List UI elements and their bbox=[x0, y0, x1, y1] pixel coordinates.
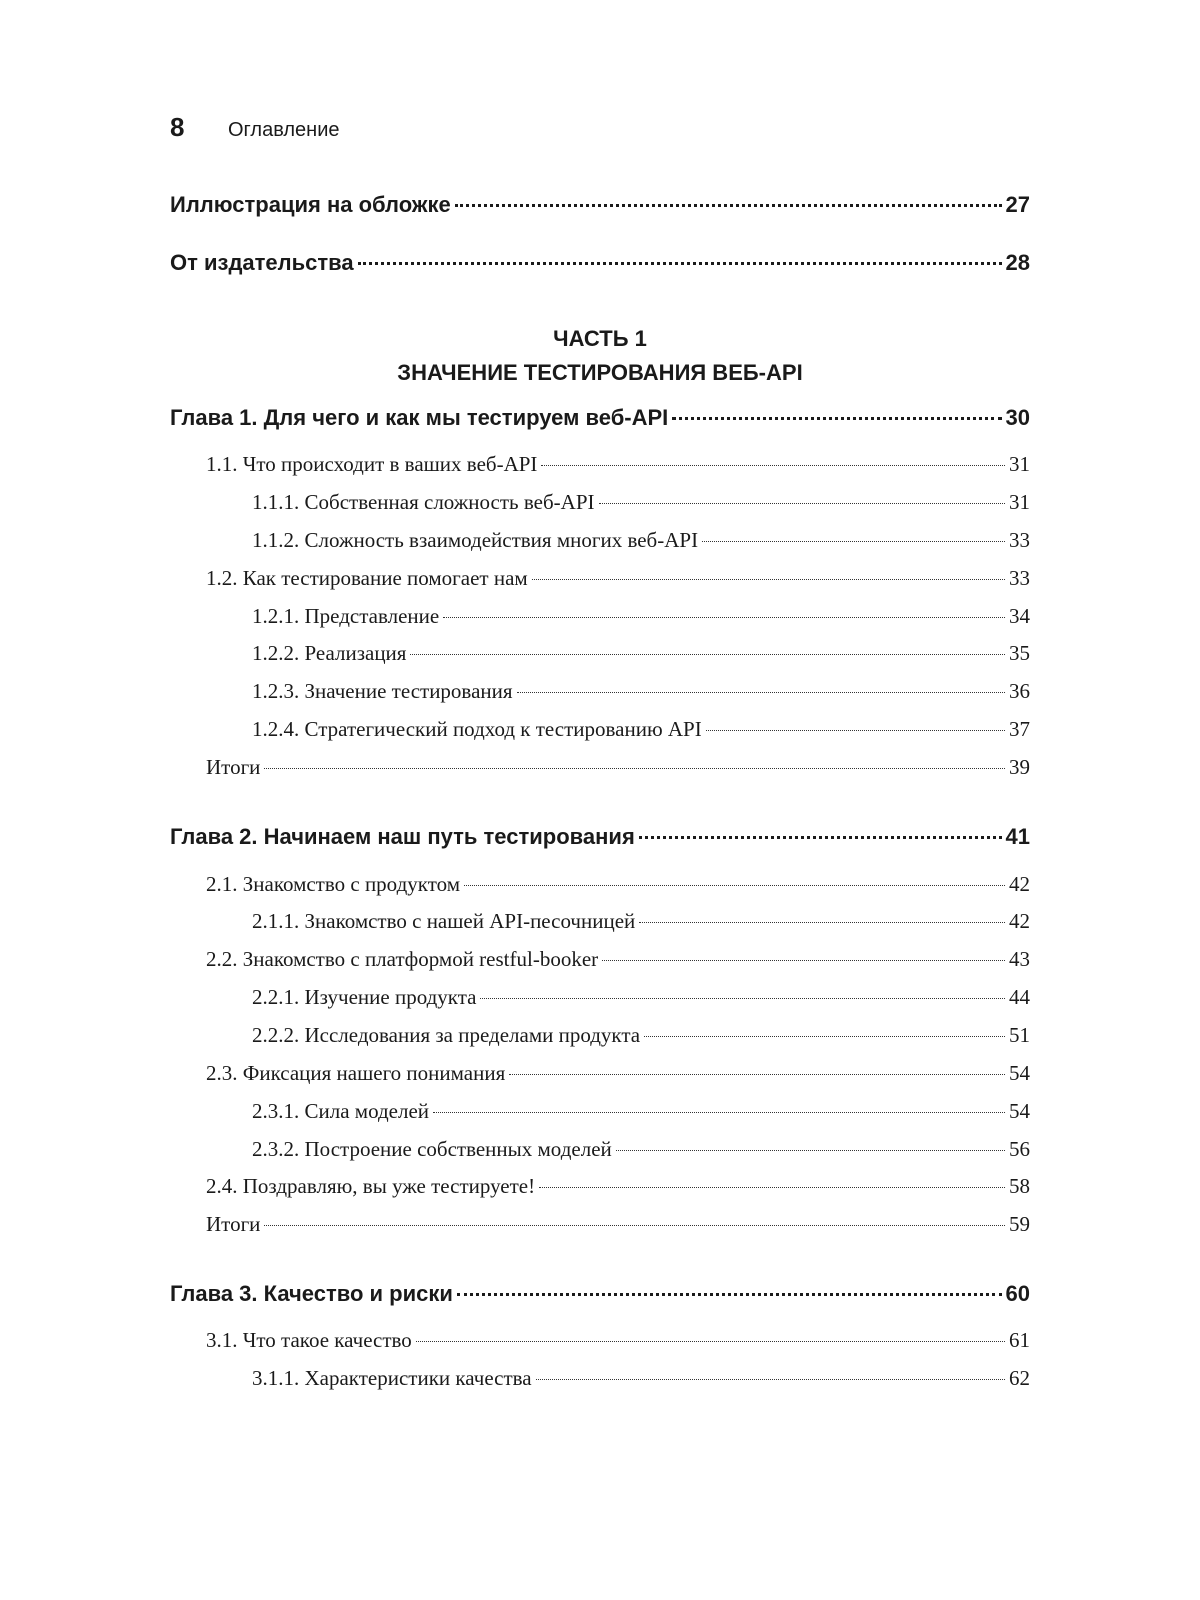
toc-page: 36 bbox=[1009, 679, 1030, 703]
toc-chapter[interactable] bbox=[170, 405, 1030, 431]
toc-label: 2.2. Знакомство с платформой restful-booker bbox=[206, 947, 599, 971]
toc-label: 2.3.2. Построение собственных моделей bbox=[252, 1137, 612, 1161]
toc-label: 3.1.1. Характеристики качества bbox=[252, 1366, 532, 1390]
chapter-title: Глава 1. Для чего и как мы тестируем веб-API bbox=[170, 405, 669, 430]
toc-subsection[interactable] bbox=[170, 604, 1030, 629]
toc-label: 1.1. Что происходит в ваших веб-API bbox=[206, 452, 538, 476]
toc-label: 1.2.4. Стратегический подход к тестированию API bbox=[252, 717, 702, 741]
dot-leader bbox=[480, 998, 1005, 999]
part-heading bbox=[170, 322, 1030, 390]
dot-leader bbox=[509, 1074, 1005, 1075]
toc-label: 2.1.1. Знакомство с нашей API-песочницей bbox=[252, 909, 636, 933]
toc-label: 2.3. Фиксация нашего понимания bbox=[206, 1061, 506, 1085]
toc-page: 58 bbox=[1009, 1174, 1030, 1198]
toc-label: 1.2.2. Реализация bbox=[252, 641, 407, 665]
dot-leader bbox=[644, 1036, 1005, 1037]
toc-label: Итоги bbox=[206, 1212, 261, 1236]
toc-subsection[interactable] bbox=[170, 679, 1030, 704]
dot-leader bbox=[702, 541, 1005, 542]
dot-leader bbox=[672, 417, 1001, 420]
dot-leader bbox=[541, 465, 1005, 466]
toc-section[interactable] bbox=[170, 566, 1030, 591]
toc-label: 1.2.3. Значение тестирования bbox=[252, 679, 513, 703]
toc-page: 42 bbox=[1009, 872, 1030, 896]
toc-page: 33 bbox=[1009, 566, 1030, 590]
dot-leader bbox=[433, 1112, 1005, 1113]
dot-leader bbox=[539, 1187, 1005, 1188]
toc-page: 54 bbox=[1009, 1061, 1030, 1085]
toc-section[interactable] bbox=[170, 1328, 1030, 1353]
dot-leader bbox=[616, 1150, 1005, 1151]
chapter-page: 41 bbox=[1005, 824, 1030, 849]
dot-leader bbox=[517, 692, 1005, 693]
toc-front-entry[interactable] bbox=[170, 192, 1030, 218]
toc-page: 43 bbox=[1009, 947, 1030, 971]
toc-subsection[interactable] bbox=[170, 1137, 1030, 1162]
toc-label: 1.1.2. Сложность взаимодействия многих веб-API bbox=[252, 528, 699, 552]
toc-page: 37 bbox=[1009, 717, 1030, 741]
toc-page: 39 bbox=[1009, 755, 1030, 779]
dot-leader bbox=[455, 204, 1002, 207]
toc-label: 2.3.1. Сила моделей bbox=[252, 1099, 430, 1123]
toc-summary[interactable] bbox=[170, 1212, 1030, 1237]
toc-page: 35 bbox=[1009, 641, 1030, 665]
dot-leader bbox=[532, 579, 1005, 580]
running-title: Оглавление bbox=[228, 119, 340, 141]
toc-page: 31 bbox=[1009, 452, 1030, 476]
toc-subsection[interactable] bbox=[170, 1023, 1030, 1048]
toc-subsection[interactable] bbox=[170, 490, 1030, 515]
chapter-page: 30 bbox=[1005, 405, 1030, 430]
dot-leader bbox=[358, 262, 1002, 265]
toc-subsection[interactable] bbox=[170, 1366, 1030, 1391]
dot-leader bbox=[706, 730, 1005, 731]
dot-leader bbox=[639, 922, 1005, 923]
toc-subsection[interactable] bbox=[170, 528, 1030, 553]
toc-page: 51 bbox=[1009, 1023, 1030, 1047]
toc-summary[interactable] bbox=[170, 755, 1030, 780]
toc-page: 54 bbox=[1009, 1099, 1030, 1123]
dot-leader bbox=[639, 836, 1002, 839]
toc-subsection[interactable] bbox=[170, 641, 1030, 666]
dot-leader bbox=[599, 503, 1005, 504]
toc-page: 31 bbox=[1009, 490, 1030, 514]
dot-leader bbox=[464, 885, 1005, 886]
toc-section[interactable] bbox=[170, 872, 1030, 897]
toc-page: 42 bbox=[1009, 909, 1030, 933]
toc-label: 3.1. Что такое качество bbox=[206, 1328, 412, 1352]
toc-subsection[interactable] bbox=[170, 985, 1030, 1010]
toc-page: 62 bbox=[1009, 1366, 1030, 1390]
toc-page: 33 bbox=[1009, 528, 1030, 552]
dot-leader bbox=[410, 654, 1005, 655]
toc-page: 61 bbox=[1009, 1328, 1030, 1352]
toc-subsection[interactable] bbox=[170, 1099, 1030, 1124]
chapter-page: 60 bbox=[1005, 1281, 1030, 1306]
part-title: ЗНАЧЕНИЕ ТЕСТИРОВАНИЯ ВЕБ-API bbox=[397, 360, 803, 385]
toc-chapter[interactable] bbox=[170, 1281, 1030, 1307]
toc-page: 56 bbox=[1009, 1137, 1030, 1161]
toc-page: 27 bbox=[1005, 192, 1030, 217]
toc-subsection[interactable] bbox=[170, 717, 1030, 742]
toc-label: От издательства bbox=[170, 250, 354, 275]
toc-label: 2.2.2. Исследования за пределами продукта bbox=[252, 1023, 641, 1047]
dot-leader bbox=[457, 1293, 1002, 1296]
toc-page: 44 bbox=[1009, 985, 1030, 1009]
toc-page: 34 bbox=[1009, 604, 1030, 628]
toc-section[interactable] bbox=[170, 1174, 1030, 1199]
dot-leader bbox=[416, 1341, 1005, 1342]
toc-subsection[interactable] bbox=[170, 909, 1030, 934]
toc-label: 1.2. Как тестирование помогает нам bbox=[206, 566, 528, 590]
toc-label: Иллюстрация на обложке bbox=[170, 192, 451, 217]
toc-page: 28 bbox=[1005, 250, 1030, 275]
part-number: ЧАСТЬ 1 bbox=[553, 326, 647, 351]
toc-section[interactable] bbox=[170, 452, 1030, 477]
dot-leader bbox=[536, 1379, 1005, 1380]
dot-leader bbox=[443, 617, 1005, 618]
toc-front-entry[interactable] bbox=[170, 250, 1030, 276]
toc-label: 2.1. Знакомство с продуктом bbox=[206, 872, 460, 896]
toc-label: 1.1.1. Собственная сложность веб-API bbox=[252, 490, 595, 514]
toc-section[interactable] bbox=[170, 947, 1030, 972]
running-head bbox=[170, 112, 340, 143]
chapter-title: Глава 3. Качество и риски bbox=[170, 1281, 453, 1306]
toc-chapter[interactable] bbox=[170, 824, 1030, 850]
chapter-title: Глава 2. Начинаем наш путь тестирования bbox=[170, 824, 635, 849]
page-number: 8 bbox=[170, 112, 185, 142]
dot-leader bbox=[264, 768, 1005, 769]
dot-leader bbox=[264, 1225, 1005, 1226]
toc-label: Итоги bbox=[206, 755, 261, 779]
toc-label: 2.2.1. Изучение продукта bbox=[252, 985, 477, 1009]
toc-label: 1.2.1. Представление bbox=[252, 604, 440, 628]
dot-leader bbox=[602, 960, 1005, 961]
toc-label: 2.4. Поздравляю, вы уже тестируете! bbox=[206, 1174, 536, 1198]
toc-section[interactable] bbox=[170, 1061, 1030, 1086]
toc-page: 59 bbox=[1009, 1212, 1030, 1236]
